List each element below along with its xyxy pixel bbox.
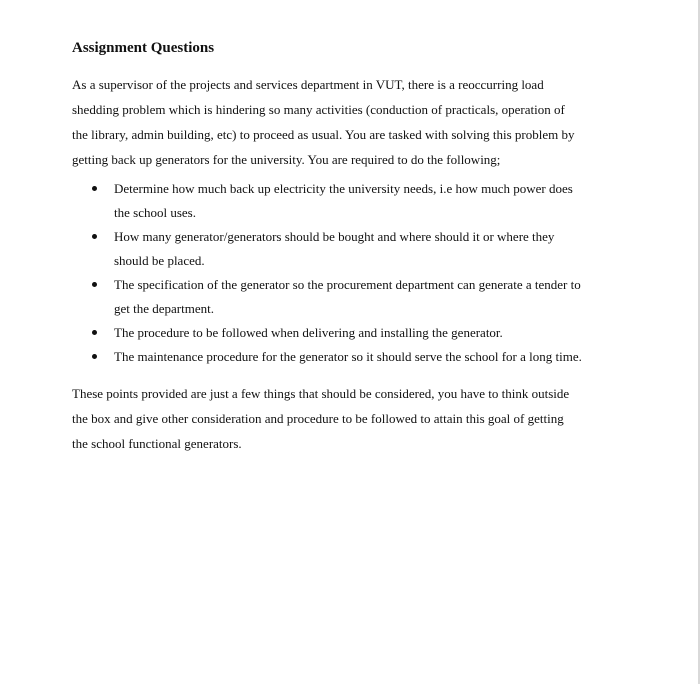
requirement-line: should be placed. [114, 253, 205, 268]
requirements-list [72, 177, 632, 369]
closing-paragraph [72, 381, 632, 456]
intro-line: As a supervisor of the projects and services department in VUT, there is a reoccurring load [72, 77, 544, 92]
intro-line: shedding problem which is hindering so many activities (conduction of practicals, operation of [72, 102, 565, 117]
bullet-icon [92, 330, 97, 335]
requirement-line: Determine how much back up electricity the university needs, i.e how much power does [114, 181, 573, 196]
bullet-icon [92, 186, 97, 191]
requirement-line: The maintenance procedure for the generator so it should serve the school for a long time. [114, 349, 582, 364]
requirement-line: the school uses. [114, 205, 196, 220]
bullet-icon [92, 282, 97, 287]
assignment-title: Assignment Questions [72, 40, 215, 56]
intro-line: the library, admin building, etc) to proceed as usual. You are tasked with solving this problem by [72, 127, 575, 142]
closing-line: the school functional generators. [72, 436, 242, 451]
closing-line: the box and give other consideration and procedure to be followed to attain this goal of getting [72, 411, 564, 426]
requirement-item [72, 321, 632, 345]
requirement-line: The specification of the generator so the procurement department can generate a tender to [114, 277, 581, 292]
requirement-line: How many generator/generators should be bought and where should it or where they [114, 229, 555, 244]
intro-line: getting back up generators for the university. You are required to do the following; [72, 152, 501, 167]
requirement-line: get the department. [114, 301, 214, 316]
intro-paragraph [72, 72, 632, 172]
requirement-line: The procedure to be followed when delivering and installing the generator. [114, 325, 503, 340]
requirement-item [72, 345, 632, 369]
closing-line: These points provided are just a few things that should be considered, you have to think outside [72, 386, 570, 401]
bullet-icon [92, 354, 97, 359]
requirement-item [72, 225, 632, 273]
bullet-icon [92, 234, 97, 239]
requirement-item [72, 273, 632, 321]
requirement-item [72, 177, 632, 225]
